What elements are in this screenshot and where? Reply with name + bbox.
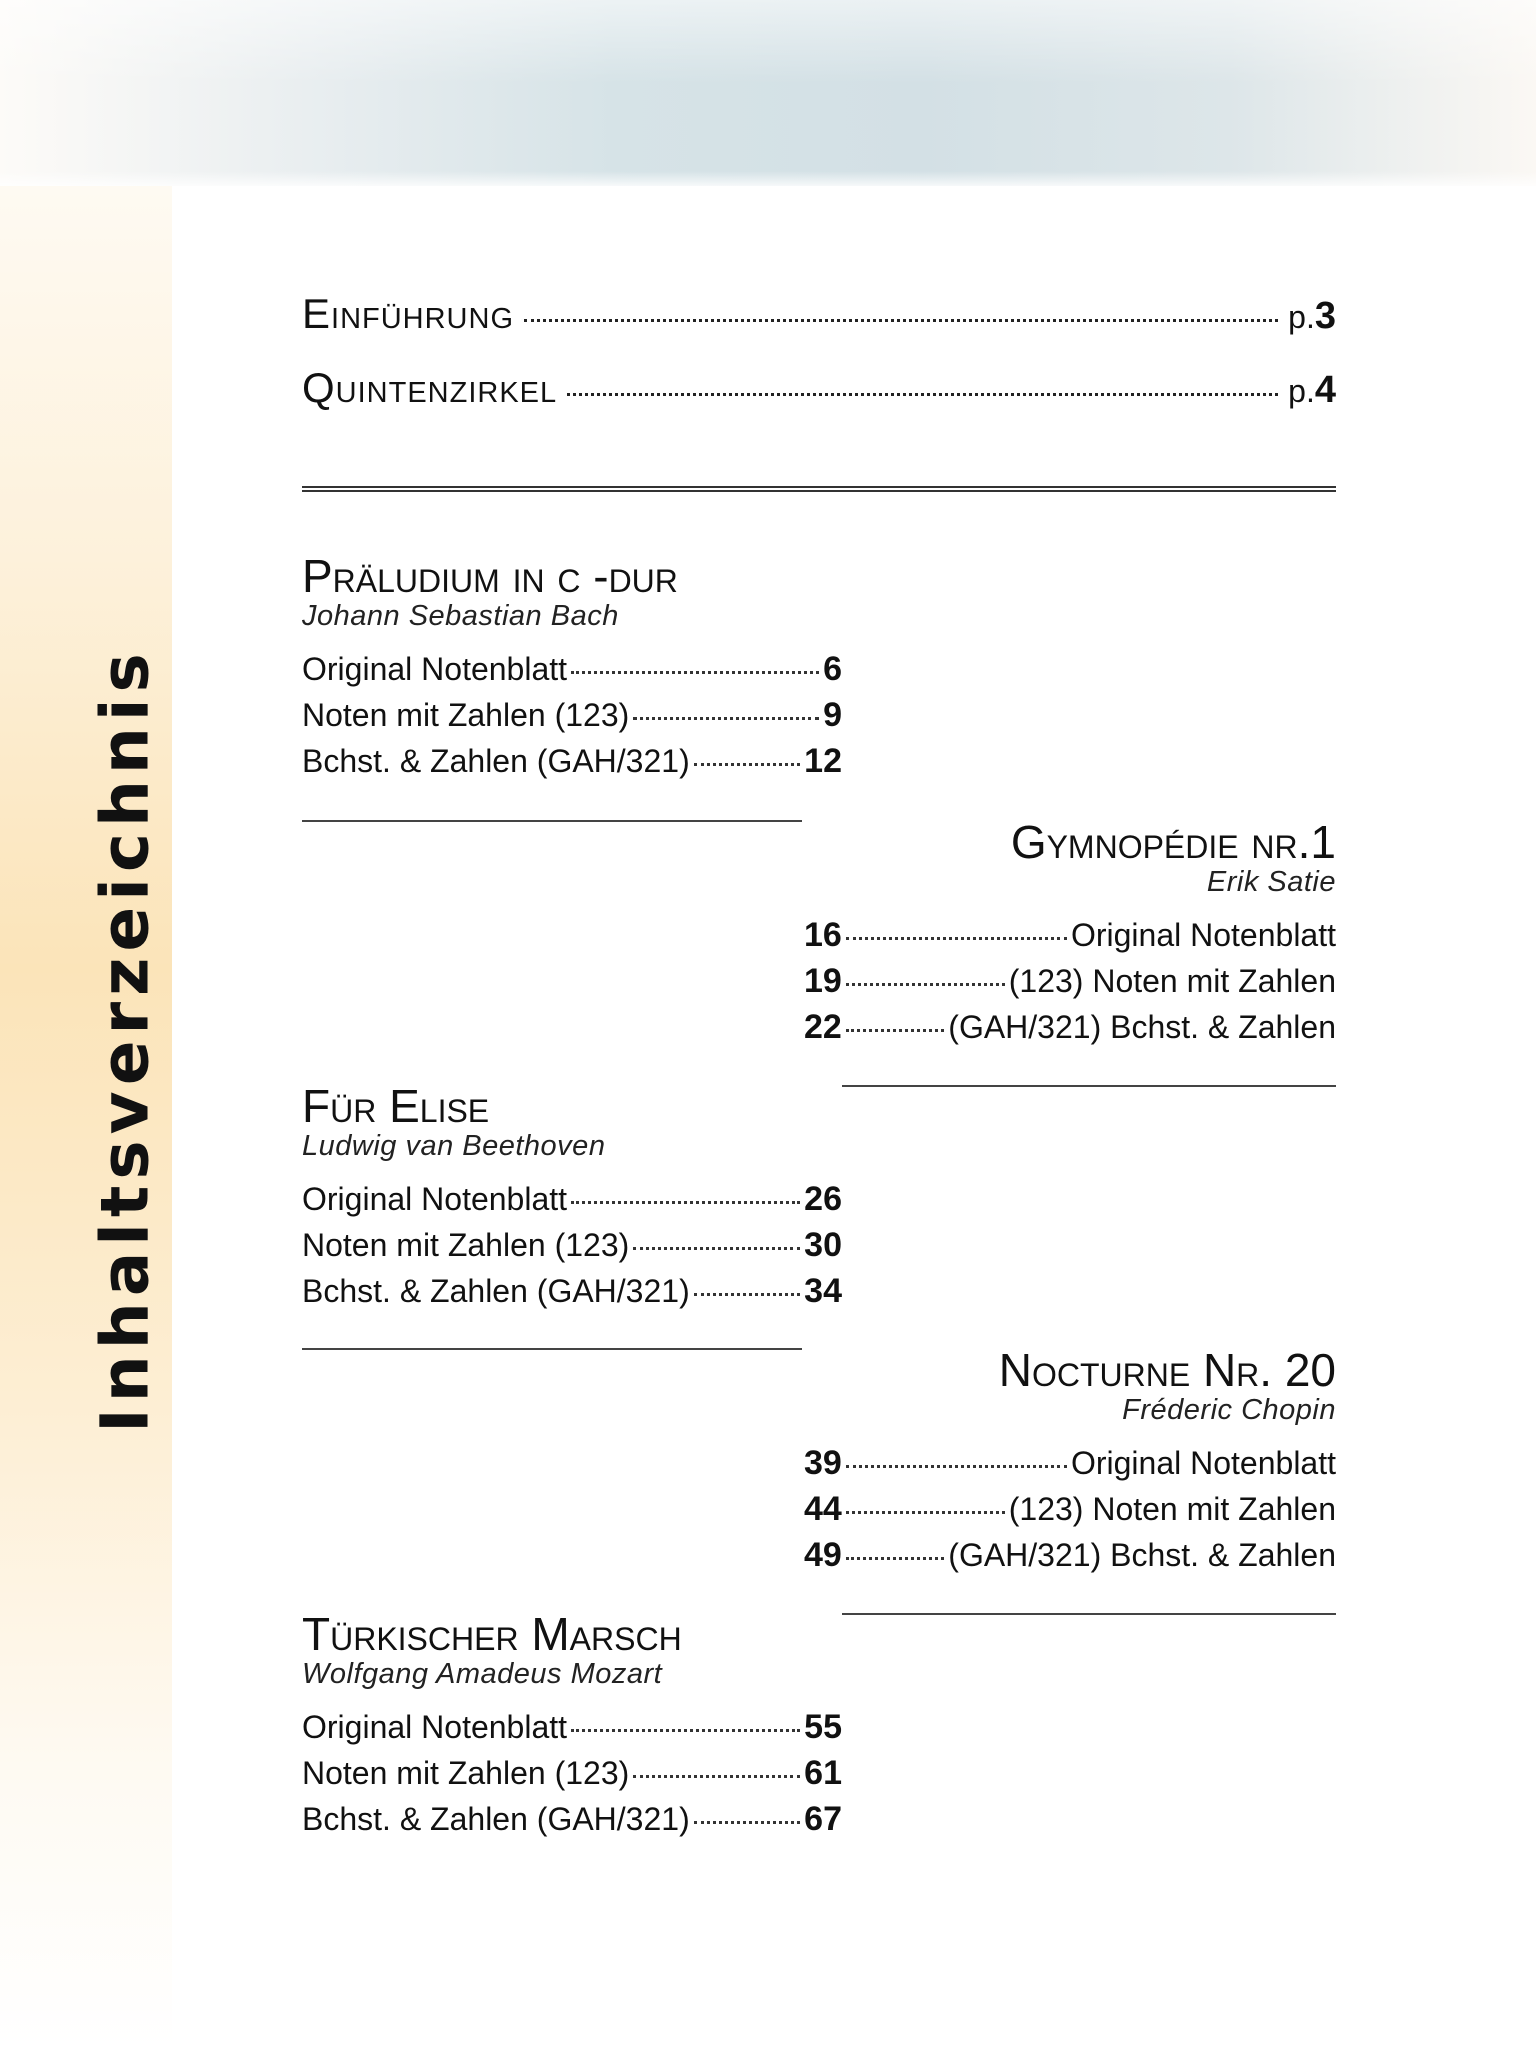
piece-title: Präludium in c -dur [302, 550, 678, 602]
section-divider [302, 486, 1336, 492]
toc-entry-page: p.4 [1288, 369, 1336, 411]
toc-entry[interactable]: 22 (GAH/321) Bchst. & Zahlen [804, 1008, 1336, 1046]
piece-composer: Ludwig van Beethoven [302, 1130, 606, 1162]
piece-entries [302, 1180, 842, 1318]
piece-entries [804, 916, 1336, 1054]
toc-entry-einfuehrung[interactable] [302, 290, 1336, 338]
toc-entry[interactable]: Bchst. & Zahlen (GAH/321) 67 [302, 1800, 842, 1838]
toc-entry[interactable]: 39 Original Notenblatt [804, 1444, 1336, 1482]
piece-title: Gymnopédie nr.1 [1010, 816, 1336, 868]
piece-entries [302, 650, 842, 788]
toc-entry-quintenzirkel[interactable] [302, 364, 1336, 412]
toc-entry[interactable]: 19 (123) Noten mit Zahlen [804, 962, 1336, 1000]
toc-entry[interactable]: Noten mit Zahlen (123) 61 [302, 1754, 842, 1792]
toc-entry[interactable]: Original Notenblatt 6 [302, 650, 842, 688]
toc-entry-title: Quintenzirkel [302, 364, 558, 411]
piece-composer: Erik Satie [1206, 866, 1336, 898]
toc-entry[interactable]: Original Notenblatt 55 [302, 1708, 842, 1746]
piece-title: Für Elise [302, 1080, 490, 1132]
toc-entry[interactable]: Original Notenblatt 26 [302, 1180, 842, 1218]
toc-entry[interactable]: Bchst. & Zahlen (GAH/321) 12 [302, 742, 842, 780]
piece-composer: Johann Sebastian Bach [302, 600, 619, 632]
piece-title: Türkischer Marsch [302, 1608, 682, 1660]
dot-leader [524, 319, 1278, 322]
piece-entries [804, 1444, 1336, 1582]
divider [302, 820, 802, 822]
piece-composer: Fréderic Chopin [1122, 1394, 1336, 1426]
sidebar-title-text: Inhaltsverzeichnis [86, 647, 164, 1433]
piece-fuer-elise [302, 1082, 842, 1318]
piece-nocturne [804, 1346, 1336, 1582]
divider [842, 1613, 1336, 1615]
toc-entry-page: p.3 [1288, 295, 1336, 337]
toc-entry-title: Einführung [302, 290, 514, 337]
toc-entry[interactable]: Bchst. & Zahlen (GAH/321) 34 [302, 1272, 842, 1310]
divider [842, 1085, 1336, 1087]
dot-leader [567, 393, 1278, 396]
piece-title: Nocturne Nr. 20 [998, 1344, 1336, 1396]
divider [302, 1348, 802, 1350]
table-of-contents [302, 0, 1336, 2048]
piece-entries [302, 1708, 842, 1846]
toc-entry[interactable]: 16 Original Notenblatt [804, 916, 1336, 954]
toc-entry[interactable]: Noten mit Zahlen (123) 9 [302, 696, 842, 734]
piece-tuerkischer-marsch [302, 1610, 842, 1846]
piece-composer: Wolfgang Amadeus Mozart [302, 1658, 663, 1690]
toc-entry[interactable]: 49 (GAH/321) Bchst. & Zahlen [804, 1536, 1336, 1574]
toc-entry[interactable]: 44 (123) Noten mit Zahlen [804, 1490, 1336, 1528]
piece-praeludium [302, 552, 842, 788]
toc-entry[interactable]: Noten mit Zahlen (123) 30 [302, 1226, 842, 1264]
piece-gymnopedie [804, 818, 1336, 1054]
